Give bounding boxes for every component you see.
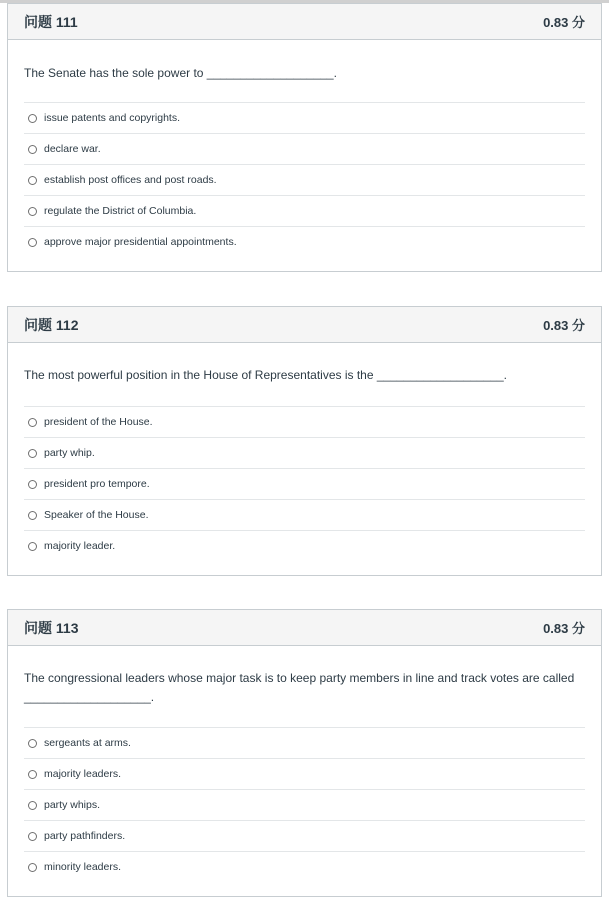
answer-option[interactable] — [24, 468, 585, 499]
question-points: 0.83 分 — [543, 318, 585, 333]
answer-label: establish post offices and post roads. — [44, 174, 217, 186]
answer-label: majority leaders. — [44, 768, 122, 780]
answer-label: party pathfinders. — [44, 830, 126, 842]
question-text: The most powerful position in the House of Representatives is the ___________________. — [24, 368, 507, 382]
radio-button[interactable] — [28, 863, 37, 872]
answer-label: party whip. — [44, 447, 95, 459]
answer-label: Speaker of the House. — [44, 509, 149, 521]
question-title: 问题 112 — [24, 316, 79, 333]
answer-label: approve major presidential appointments. — [44, 236, 237, 248]
radio-button[interactable] — [28, 480, 37, 489]
answer-list — [24, 102, 585, 257]
question-113 — [7, 609, 602, 897]
question-111 — [7, 3, 602, 272]
answer-label: president of the House. — [44, 416, 153, 428]
radio-button[interactable] — [28, 176, 37, 185]
question-points: 0.83 分 — [543, 15, 585, 30]
radio-button[interactable] — [28, 114, 37, 123]
answer-option[interactable] — [24, 727, 585, 758]
answer-label: declare war. — [44, 143, 101, 155]
radio-button[interactable] — [28, 739, 37, 748]
radio-button[interactable] — [28, 770, 37, 779]
answer-label: regulate the District of Columbia. — [44, 205, 197, 217]
answer-list — [24, 406, 585, 561]
radio-button[interactable] — [28, 449, 37, 458]
radio-button[interactable] — [28, 511, 37, 520]
radio-button[interactable] — [28, 145, 37, 154]
answer-option[interactable] — [24, 758, 585, 789]
question-header — [8, 4, 601, 40]
answer-option[interactable] — [24, 789, 585, 820]
question-points: 0.83 分 — [543, 621, 585, 636]
answer-option[interactable] — [24, 195, 585, 226]
question-text: The congressional leaders whose major task is to keep party members in line and track votes are called ___________________. — [24, 671, 575, 704]
radio-button[interactable] — [28, 832, 37, 841]
answer-label: majority leader. — [44, 540, 116, 552]
answer-list — [24, 727, 585, 882]
answer-option[interactable] — [24, 102, 585, 133]
question-112 — [7, 306, 602, 576]
radio-button[interactable] — [28, 542, 37, 551]
answer-option[interactable] — [24, 437, 585, 468]
answer-label: issue patents and copyrights. — [44, 112, 180, 124]
question-title: 问题 111 — [24, 13, 78, 30]
question-header — [8, 307, 601, 343]
answer-option[interactable] — [24, 820, 585, 851]
answer-option[interactable] — [24, 851, 585, 882]
answer-label: party whips. — [44, 799, 101, 811]
question-header — [8, 610, 601, 646]
radio-button[interactable] — [28, 418, 37, 427]
answer-option[interactable] — [24, 133, 585, 164]
question-text: The Senate has the sole power to ___________________. — [24, 66, 337, 80]
answer-option[interactable] — [24, 226, 585, 257]
answer-label: sergeants at arms. — [44, 737, 131, 749]
answer-label: minority leaders. — [44, 861, 122, 873]
answer-option[interactable] — [24, 499, 585, 530]
answer-option[interactable] — [24, 530, 585, 561]
radio-button[interactable] — [28, 207, 37, 216]
answer-option[interactable] — [24, 164, 585, 195]
answer-option[interactable] — [24, 406, 585, 437]
answer-label: president pro tempore. — [44, 478, 150, 490]
radio-button[interactable] — [28, 238, 37, 247]
question-title: 问题 113 — [24, 619, 79, 636]
radio-button[interactable] — [28, 801, 37, 810]
